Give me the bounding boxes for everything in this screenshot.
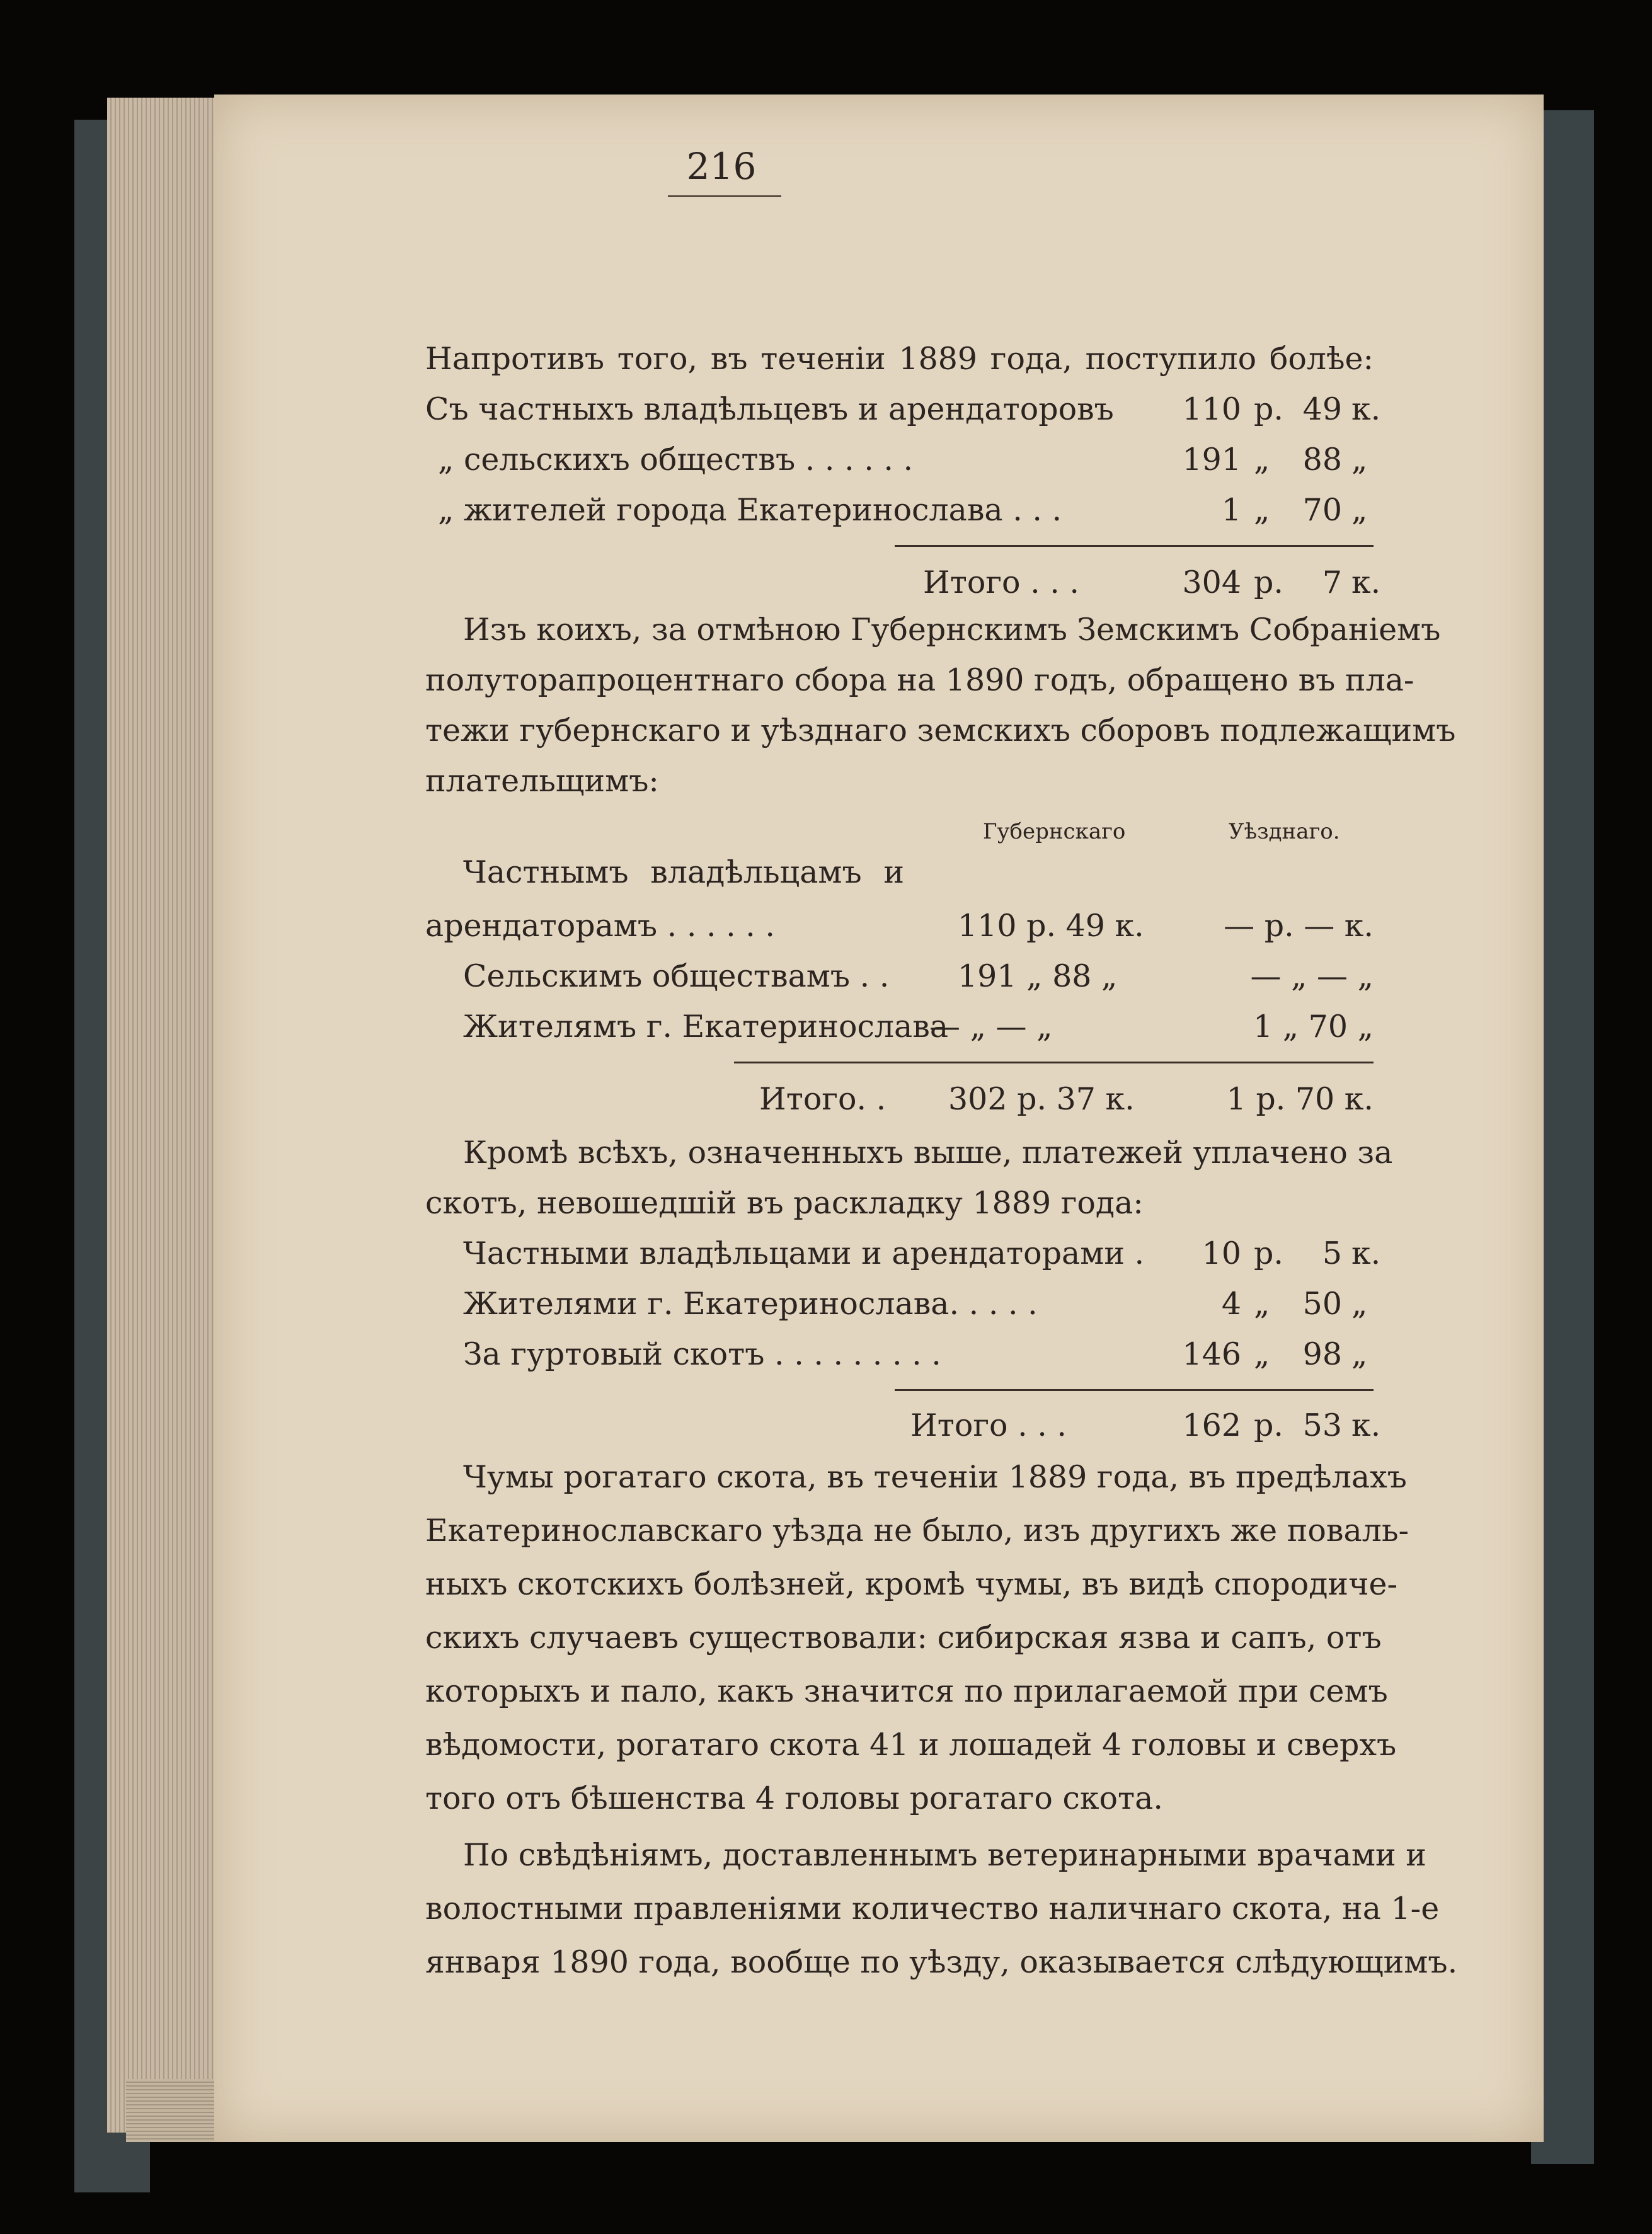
total-gubernskago: 302 р. 37 к. (948, 1081, 1135, 1117)
receipt-kopeks: 49 (1302, 391, 1342, 427)
total-rub-unit: р. (1254, 1407, 1283, 1443)
receipt-kop-unit: к. (1351, 391, 1381, 427)
paragraph-line: плательщимъ: (425, 763, 659, 799)
paragraph-line: Чумы рогатаго скота, въ теченіи 1889 года, въ предѣлахъ (463, 1459, 1407, 1495)
cattle-kop-unit: „ (1351, 1286, 1368, 1322)
receipt-kopeks: 70 (1302, 492, 1342, 528)
page-number-rule (668, 195, 781, 197)
total-uezdnago: 1 р. 70 к. (1226, 1081, 1374, 1117)
payment-label: Жителямъ г. Екатеринослава (463, 1009, 949, 1045)
receipt-label: Съ частныхъ владѣльцевъ и арендаторовъ (425, 391, 1114, 427)
cattle-label: За гуртовый скотъ . . . . . . . . . (463, 1336, 941, 1372)
paragraph-line: полуторапроцентнаго сбора на 1890 годъ, обращено въ пла- (425, 662, 1414, 698)
page-number: 216 (686, 145, 757, 188)
total-kopeks: 7 (1322, 564, 1342, 600)
paragraph-line: вѣдомости, рогатаго скота 41 и лошадей 4 головы и сверхъ (425, 1727, 1397, 1763)
receipts-total-row (425, 561, 1381, 605)
cattle-total-row (425, 1404, 1381, 1448)
total-rule (734, 1062, 1374, 1063)
paragraph-line: января 1890 года, вообще по уѣзду, оказывается слѣдующимъ. (425, 1944, 1458, 1980)
total-label: Итого . . . (910, 1407, 1067, 1443)
paragraph-line: волостными правленіями количество наличнаго скота, на 1-е (425, 1891, 1440, 1927)
payment-label: арендаторамъ . . . . . . (425, 908, 776, 944)
payment-gubernskago: 191 „ 88 „ (958, 958, 1118, 994)
payment-uezdnago: — р. — к. (1224, 908, 1374, 944)
total-rubles: 304 (1182, 564, 1241, 600)
cattle-row (425, 1332, 1374, 1377)
receipt-rubles: 110 (1182, 391, 1241, 427)
receipt-rub-unit: „ (1254, 492, 1270, 528)
receipt-kop-unit: „ (1351, 492, 1368, 528)
receipt-rubles: 191 (1182, 442, 1241, 478)
payment-uezdnago: 1 „ 70 „ (1253, 1009, 1374, 1045)
total-rule (895, 545, 1374, 547)
total-label: Итого. . (759, 1081, 886, 1117)
receipt-rub-unit: р. (1254, 391, 1283, 427)
cattle-kopeks: 98 (1302, 1336, 1342, 1372)
cattle-rubles: 146 (1182, 1336, 1241, 1372)
payments-total-row (425, 1077, 1374, 1121)
intro-line: Напротивъ того, въ теченіи 1889 года, поступило болѣе: (425, 341, 1374, 377)
paragraph-line: которыхъ и пало, какъ значится по прилагаемой при семъ (425, 1673, 1388, 1709)
cattle-kop-unit: к. (1351, 1235, 1381, 1271)
payment-row (425, 851, 1374, 895)
cattle-kopeks: 50 (1302, 1286, 1342, 1322)
total-rule (895, 1389, 1374, 1391)
cattle-row (425, 1282, 1374, 1326)
receipt-kopeks: 88 (1302, 442, 1342, 478)
paragraph-line: ныхъ скотскихъ болѣзней, кромѣ чумы, въ видѣ спородиче- (425, 1566, 1398, 1602)
payment-row (425, 904, 1374, 948)
receipt-row (425, 387, 1381, 432)
paragraph-line: По свѣдѣніямъ, доставленнымъ ветеринарными врачами и (463, 1837, 1426, 1873)
total-label: Итого . . . (923, 564, 1079, 600)
receipt-rubles: 1 (1221, 492, 1241, 528)
cattle-rub-unit: р. (1254, 1235, 1283, 1271)
cattle-label: Жителями г. Екатеринослава. . . . . (463, 1286, 1038, 1322)
cattle-rub-unit: „ (1254, 1336, 1270, 1372)
total-kopeks: 53 (1302, 1407, 1342, 1443)
receipt-label: „ жителей города Екатеринослава . . . (438, 492, 1062, 528)
cattle-kop-unit: „ (1351, 1336, 1368, 1372)
payment-gubernskago: — „ — „ (929, 1009, 1053, 1045)
paragraph-line: скихъ случаевъ существовали: сибирская язва и сапъ, отъ (425, 1620, 1382, 1656)
total-kop-unit: к. (1351, 1407, 1381, 1443)
column-header-gubernskago: Губернскаго (983, 819, 1126, 844)
receipt-label: „ сельскихъ обществъ . . . . . . (438, 442, 914, 478)
cattle-rubles: 4 (1221, 1286, 1241, 1322)
total-kop-unit: к. (1351, 564, 1381, 600)
payment-label: Частнымъ владѣльцамъ и (463, 854, 904, 890)
payment-uezdnago: — „ — „ (1250, 958, 1374, 994)
payment-gubernskago: 110 р. 49 к. (958, 908, 1144, 944)
payment-row (425, 1005, 1374, 1049)
cattle-label: Частными владѣльцами и арендаторами . (463, 1235, 1145, 1271)
paragraph-line: тежи губернскаго и уѣзднаго земскихъ сборовъ подлежащимъ (425, 713, 1456, 748)
receipt-kop-unit: „ (1351, 442, 1368, 478)
cattle-kopeks: 5 (1322, 1235, 1342, 1271)
column-header-uezdnago: Уѣзднаго. (1229, 819, 1340, 844)
total-rubles: 162 (1182, 1407, 1241, 1443)
receipt-row (425, 438, 1374, 482)
paragraph-line: того отъ бѣшенства 4 головы рогатаго скота. (425, 1780, 1163, 1816)
cattle-row (425, 1232, 1381, 1276)
paragraph-line: Кромѣ всѣхъ, означенныхъ выше, платежей уплачено за (463, 1135, 1393, 1171)
paragraph-line: скотъ, невошедшій въ раскладку 1889 года: (425, 1185, 1144, 1221)
payment-row (425, 954, 1374, 999)
paragraph-line: Изъ коихъ, за отмѣною Губернскимъ Земскимъ Собраніемъ (463, 612, 1441, 648)
total-rub-unit: р. (1254, 564, 1283, 600)
cattle-rubles: 10 (1202, 1235, 1241, 1271)
receipt-row (425, 488, 1374, 532)
payment-label: Сельскимъ обществамъ . . (463, 958, 890, 994)
cattle-rub-unit: „ (1254, 1286, 1270, 1322)
receipt-rub-unit: „ (1254, 442, 1270, 478)
paragraph-line: Екатеринославскаго уѣзда не было, изъ другихъ же поваль- (425, 1513, 1409, 1549)
